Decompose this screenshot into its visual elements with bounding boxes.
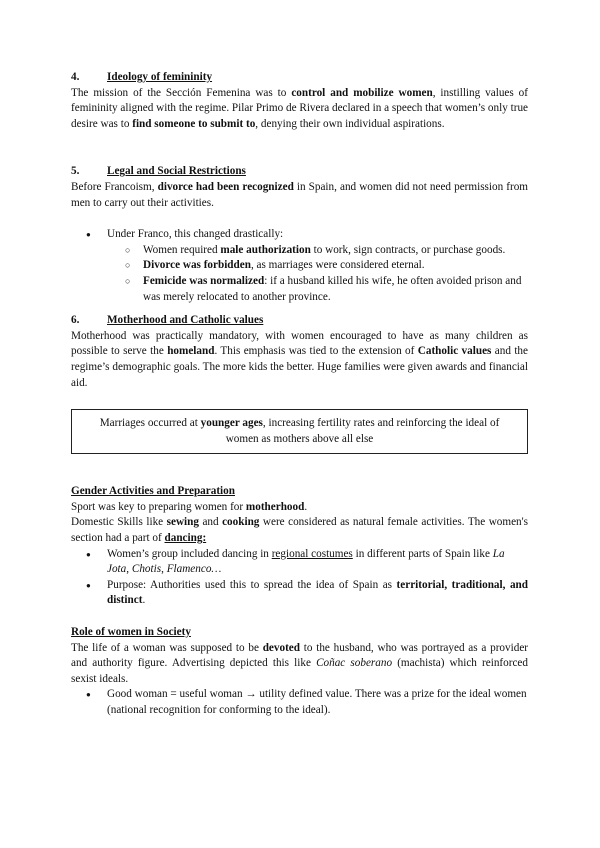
list-item: ● Good woman = useful woman → utility defined value. There was a prize for the ideal women (national recognition for conforming to the ideal).	[71, 687, 528, 718]
gender-activities-heading: Gender Activities and Preparation	[71, 485, 235, 498]
sub-list	[107, 243, 528, 305]
role-list	[71, 687, 528, 718]
gender-list	[71, 547, 528, 609]
document-page	[71, 70, 528, 719]
section-number: 4.	[71, 71, 80, 83]
section-title: Ideology of femininity	[107, 71, 213, 83]
section-title: Legal and Social Restrictions	[107, 165, 246, 178]
highlight-box: Marriages occurred at younger ages, increasing fertility rates and reinforcing the ideal of women as mothers above all else	[71, 409, 528, 454]
section-4-paragraph: The mission of the Sección Femenina was to control and mobilize women, instilling values of femininity aligned with the regime. Pilar Primo de Rivera declared in a speech that women’s only true desire was to find someone to submit to, denying their own individual aspirations.	[71, 86, 529, 130]
section-5-paragraph: Before Francoism, divorce had been recognized in Spain, and women did not need permission from men to carry out their activities.	[71, 180, 529, 209]
section-5-heading	[71, 164, 528, 180]
gender-paragraph-1: Sport was key to preparing women for motherhood.	[71, 500, 308, 513]
list-item: ● Purpose: Authorities used this to spread the idea of Spain as territorial, traditional, and distinct.	[71, 578, 528, 609]
sub-list-item: ○ Femicide was normalized: if a husband killed his wife, he often avoided prison and was merely relocated to another province.	[107, 274, 528, 305]
section-title: Motherhood and Catholic values	[107, 314, 264, 327]
gender-paragraph-2: Domestic Skills like sewing and cooking were considered as natural female activities. The women's section had a part of dancing:	[71, 516, 529, 545]
section-5-list	[71, 227, 528, 305]
section-number: 5.	[71, 165, 80, 178]
section-number: 6.	[71, 314, 80, 327]
section-6-paragraph: Motherhood was practically mandatory, with women encouraged to have as many children as possible to serve the homeland. This emphasis was tied to the extension of Catholic values and the regime’s demographic goals. The more kids the better. Huge families were given awards and financial aid.	[71, 329, 528, 389]
sub-list-item: ○ Women required male authorization to work, sign contracts, or purchase goods.	[107, 243, 528, 259]
section-6-heading	[71, 313, 528, 329]
section-4-heading	[71, 70, 528, 86]
list-item: ● Under Franco, this changed drastically: ○ Women required male authorization to work, sign contracts, or purchase goods. ○ Divorce was forbidden, as marriages were considered eternal. ○ Femicide was normalized: if a husband killed his wife, he often avoided prison and was merely relocated to another province.	[71, 227, 528, 305]
role-paragraph: The life of a woman was supposed to be devoted to the husband, who was portrayed as a provider and authority figure. Advertising depicted this like Coñac soberano (machista) which reinforced sexist ideals.	[71, 641, 529, 685]
role-of-women-heading: Role of women in Society	[71, 626, 191, 639]
sub-list-item: ○ Divorce was forbidden, as marriages were considered eternal.	[107, 258, 528, 274]
list-item: ● Women’s group included dancing in regional costumes in different parts of Spain like La Jota, Chotis, Flamenco…	[71, 547, 528, 578]
